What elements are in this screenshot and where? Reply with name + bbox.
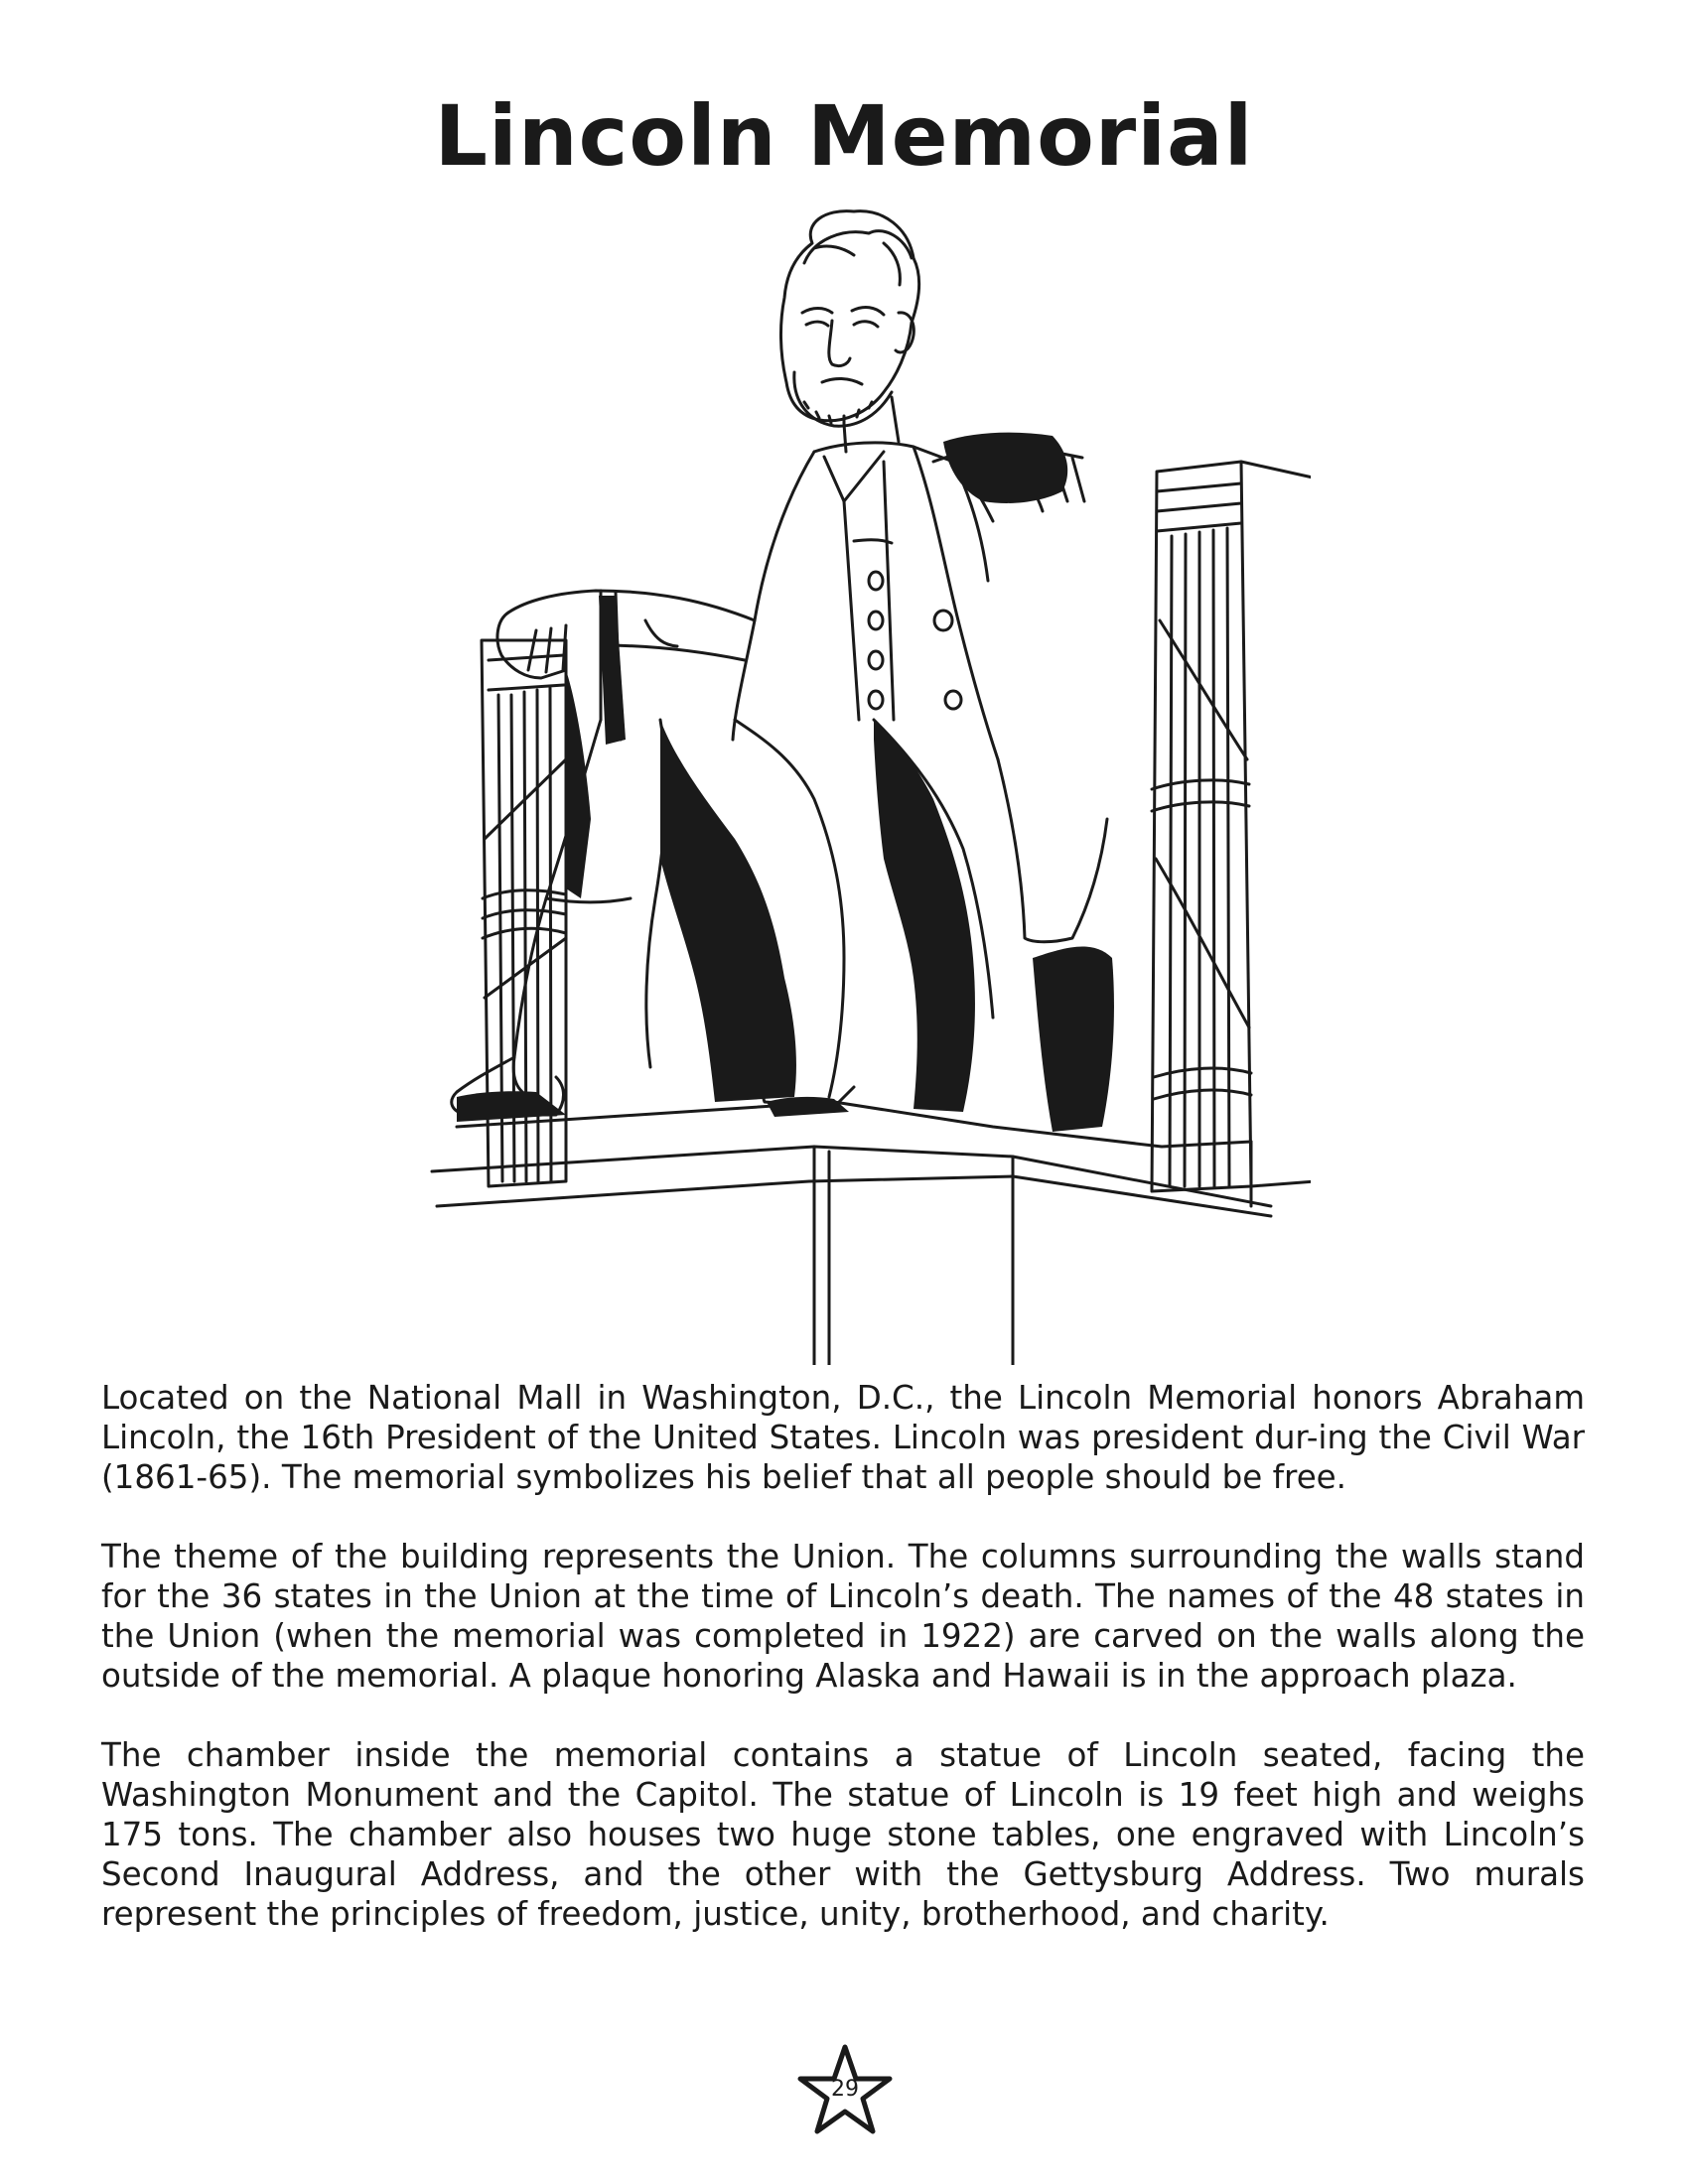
lincoln-statue-illustration — [417, 204, 1311, 1365]
paragraph-2: The theme of the building represents the Union. The columns surrounding the walls stand for the 36 states in the Union at the time of Lincoln’s death. The names of the 48 states in the Union (when the memorial was completed in 1922) are carved on the walls along the outside of the memorial. A plaque honoring Alaska and Hawaii is in the approach plaza. — [101, 1538, 1585, 1695]
article-body — [101, 1378, 1585, 1974]
paragraph-3: The chamber inside the memorial contains a statue of Lincoln seated, facing the Washington Monument and the Capitol. The statue of Lincoln is 19 feet high and weighs 175 tons. The chamber also houses two huge stone tables, one engraved with Lincoln’s Second Inaugural Address, and the other with the Gettysburg Address. Two murals represent the principles of freedom, justice, unity, brotherhood, and charity. — [101, 1736, 1585, 1933]
page-title: Lincoln Memorial — [434, 87, 1254, 185]
lincoln-torso — [733, 443, 998, 759]
lincoln-head — [780, 211, 918, 452]
lincoln-statue-drawing — [417, 204, 1311, 1365]
statue-shadows — [457, 433, 1114, 1132]
statue-pedestal — [432, 1102, 1271, 1365]
paragraph-1: Located on the National Mall in Washington, D.C., the Lincoln Memorial honors Abraham Lincoln, the 16th President of the United States. Lincoln was president dur-ing the Civil War (1861-65). The memorial symbolizes his belief that all people should be free. — [101, 1379, 1585, 1496]
right-column — [1152, 462, 1311, 1191]
page-number-badge — [797, 2043, 893, 2138]
page-number: 29 — [831, 2077, 859, 2102]
